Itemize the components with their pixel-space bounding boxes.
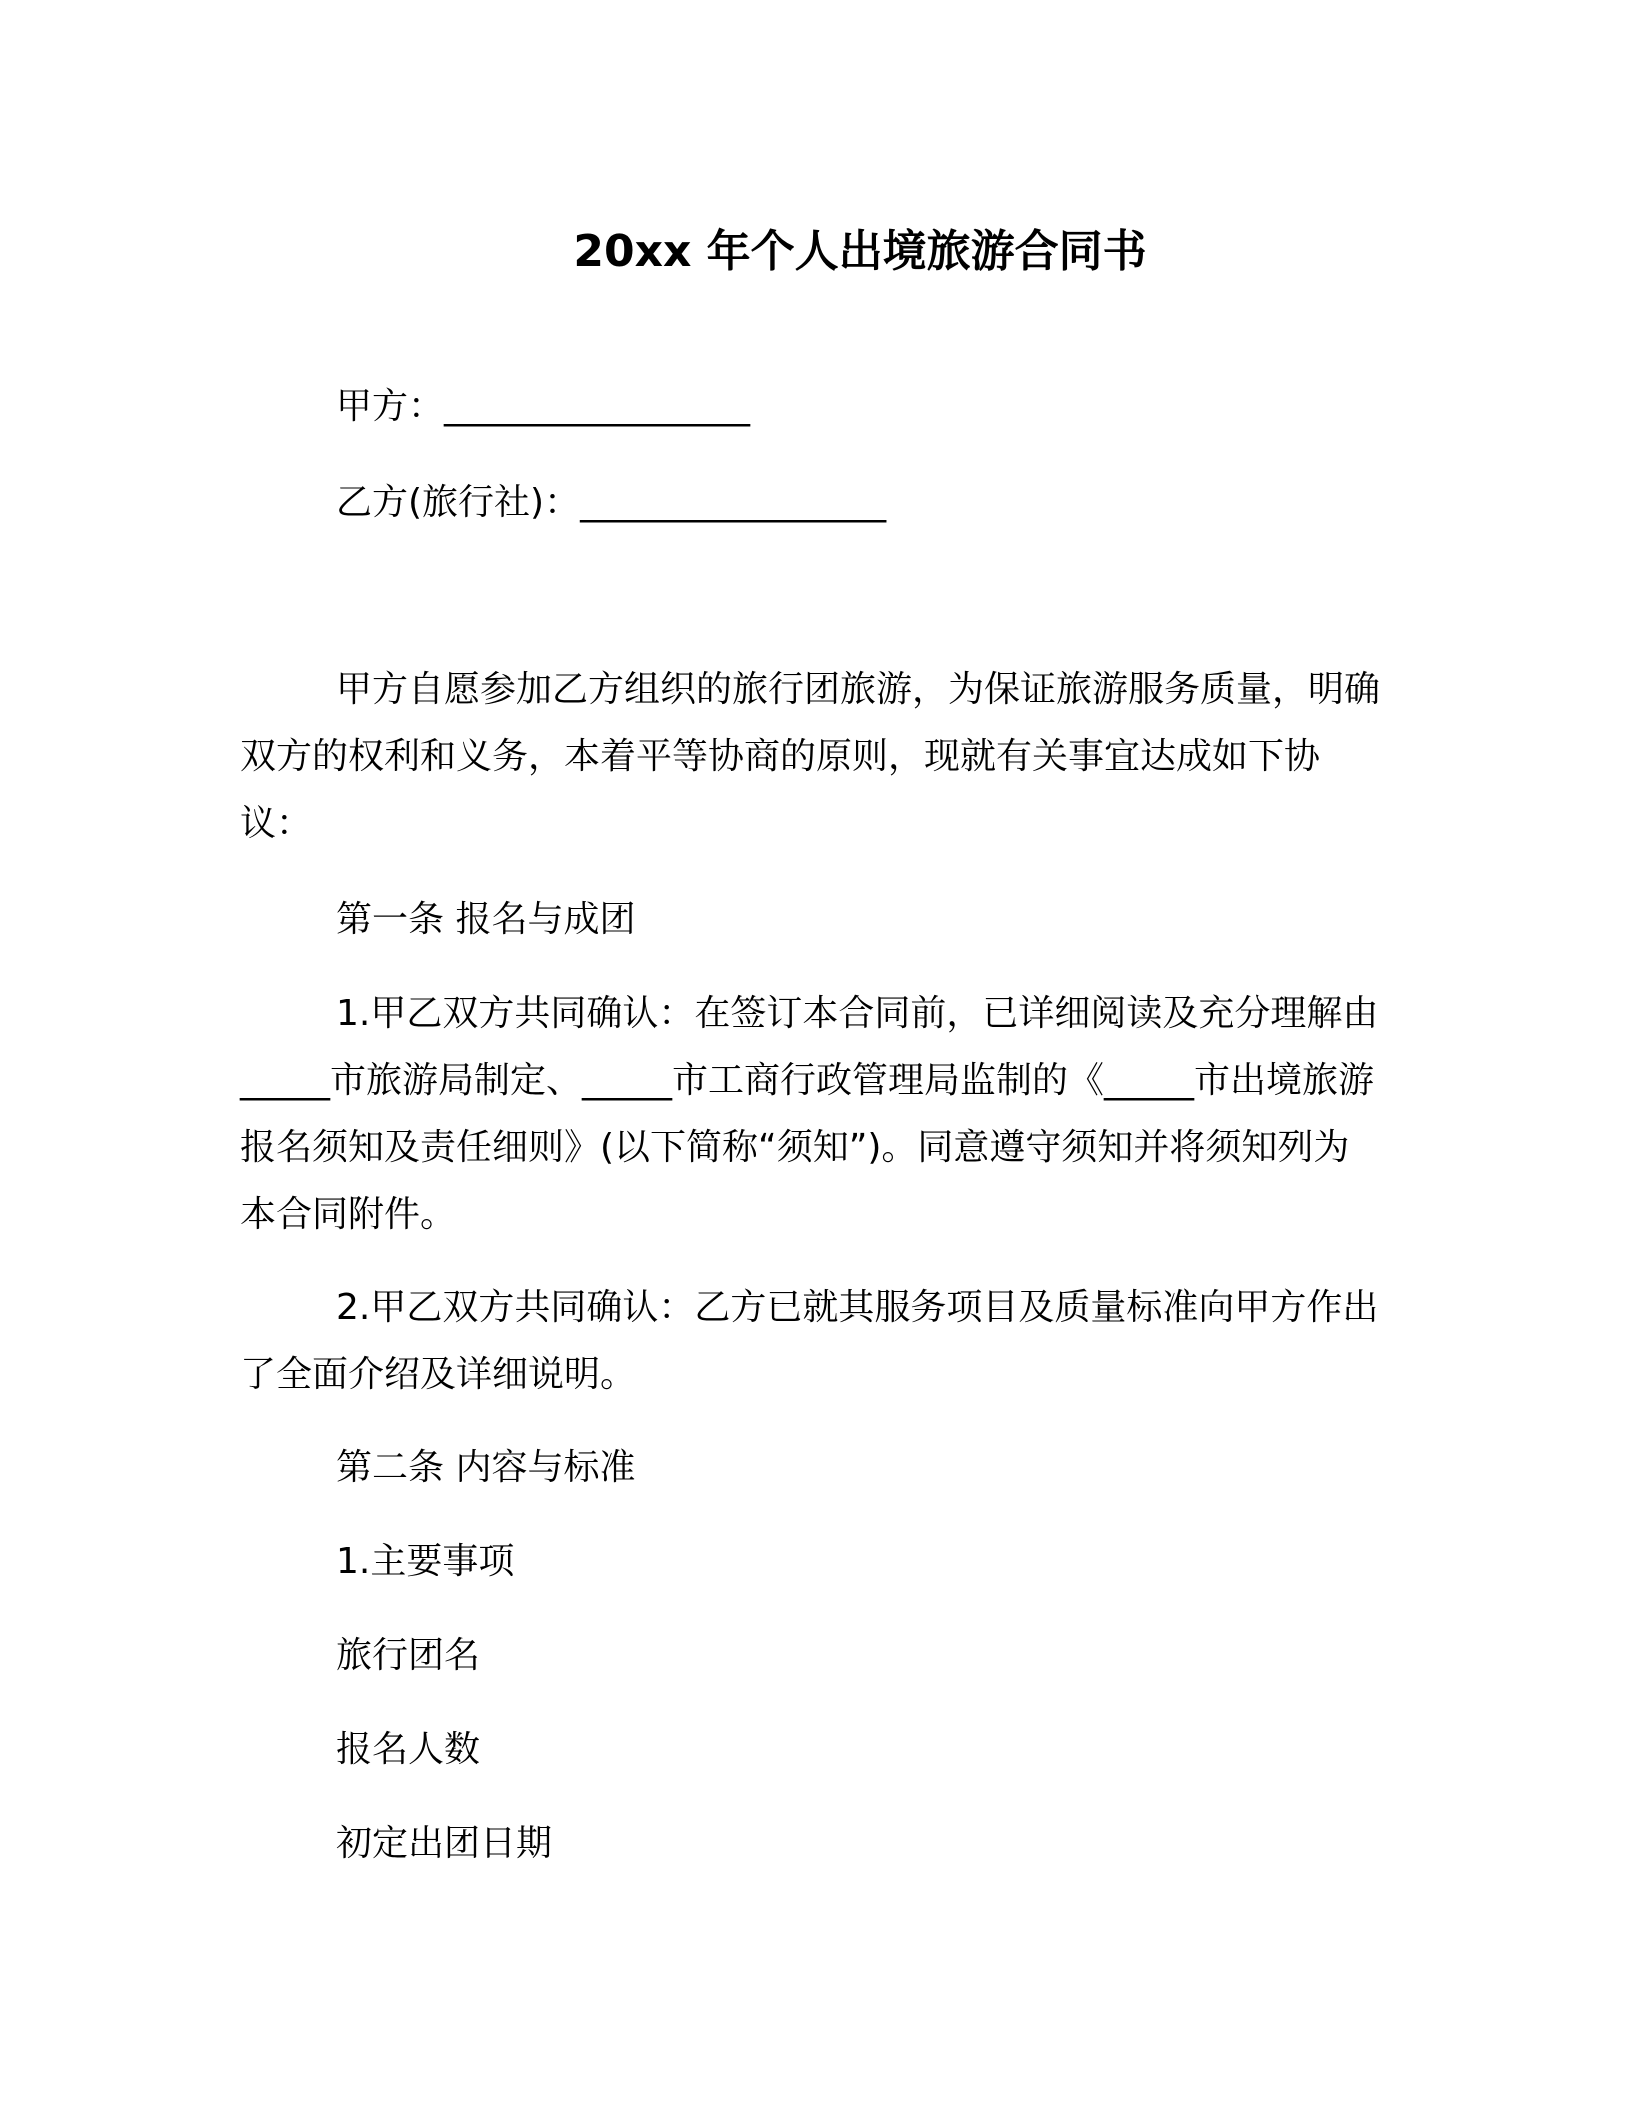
article1-clause2: 2.甲乙双方共同确认：乙方已就其服务项目及质量标准向甲方作出了全面介绍及详细说明。 <box>240 1287 1379 1395</box>
article1-heading-block <box>240 886 1380 953</box>
party-a-label: 甲方： <box>336 386 445 427</box>
article1-clause1: 1.甲乙双方共同确认：在签订本合同前，已详细阅读及充分理解由_____市旅游局制定、_____市工商行政管理局监制的《_____市出境旅游报名须知及责任细则》(以下简称“须知”)。同意遵守须知并将须知列为本合同附件。 <box>240 993 1379 1235</box>
article2-item2-block <box>240 1622 1380 1689</box>
article1-clause1-block <box>240 980 1380 1248</box>
article2-heading: 第二条 内容与标准 <box>336 1447 636 1488</box>
article1-heading: 第一条 报名与成团 <box>336 899 636 940</box>
article2-item2: 旅行团名 <box>336 1635 481 1676</box>
party-b-label: 乙方(旅行社)： <box>336 482 581 523</box>
article2-item1: 1.主要事项 <box>336 1541 515 1582</box>
article2-item3: 报名人数 <box>336 1729 481 1770</box>
intro-text: 甲方自愿参加乙方组织的旅行团旅游，为保证旅游服务质量，明确双方的权利和义务，本着平等协商的原则，现就有关事宜达成如下协议： <box>240 669 1381 844</box>
article2-item1-block <box>240 1528 1380 1595</box>
document-title: 20xx 年个人出境旅游合同书 <box>573 226 1147 277</box>
article1-clause2-block <box>240 1274 1380 1408</box>
party-b-blank: _________________ <box>580 482 887 523</box>
party-b-line <box>336 478 886 528</box>
party-a-line <box>336 382 750 432</box>
party-a-blank: _________________ <box>444 386 751 427</box>
intro-paragraph <box>240 656 1380 857</box>
article2-item4: 初定出团日期 <box>336 1823 553 1864</box>
article2-heading-block <box>240 1434 1380 1501</box>
article2-item4-block <box>240 1810 1380 1877</box>
article2-item3-block <box>240 1716 1380 1783</box>
